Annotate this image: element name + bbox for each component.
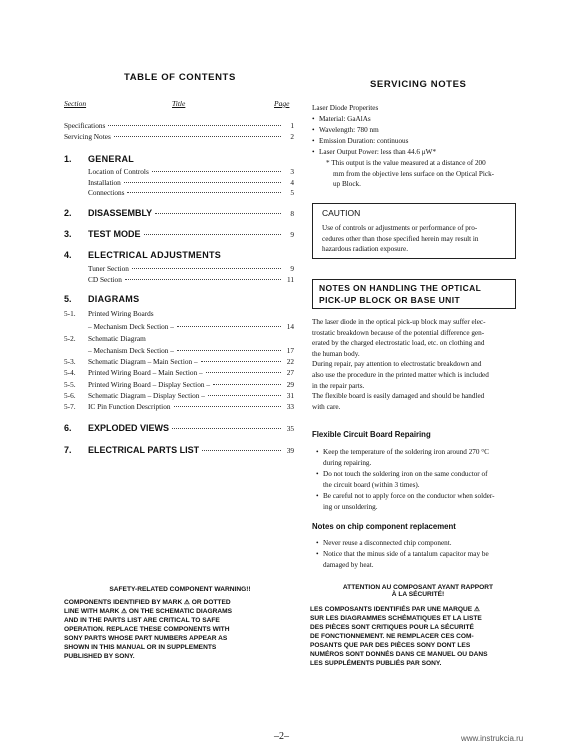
toc-row[interactable]: Printed Wiring Boards bbox=[88, 309, 154, 318]
toc-row[interactable]: Schematic Diagram bbox=[88, 334, 146, 343]
toc-row[interactable]: Schematic Diagram – Display Section – 31 bbox=[88, 391, 294, 400]
website-watermark[interactable]: www.instrukcia.ru bbox=[461, 734, 524, 743]
toc-section-number: 6. bbox=[64, 423, 72, 433]
chip-heading: Notes on chip component replacement bbox=[312, 522, 456, 531]
safety-warning-fr-body: LES COMPOSANTS IDENTIFIÉS PAR UNE MARQUE ⚠ SUR LES DIAGRAMMES SCHÉMATIQUES ET LA LISTE DES PIÈCES SONT CRITIQUES POUR LA SÉCURITÉ DE FONCTIONNEMENT. NE REMPLACER CES COM- POSANTS QUE PAR DES PIÈCES SONY DONT LES NUMÉROS SONT DONNÉS DANS CE MANUEL OU DANS LES SUPPLÉMENTS PUBLIÉS PAR SONY. bbox=[310, 606, 488, 667]
toc-row[interactable]: ELECTRICAL PARTS LIST 39 bbox=[88, 445, 294, 455]
toc-section-number: 4. bbox=[64, 250, 72, 260]
toc-header-page: Page bbox=[274, 99, 290, 108]
toc-subsection-number: 5-6. bbox=[64, 391, 76, 400]
toc-row[interactable]: Printed Wiring Board – Main Section – 27 bbox=[88, 368, 294, 377]
safety-warning-body: COMPONENTS IDENTIFIED BY MARK ⚠ OR DOTTED LINE WITH MARK ⚠ ON THE SCHEMATIC DIAGRAMS AND IN THE PARTS LIST ARE CRITICAL TO SAFE OPERATION. REPLACE THESE COMPONENTS WITH SONY PARTS WHOSE PART NUMBERS APPEAR AS SHOWN IN THIS MANUAL OR IN SUPPLEMENTS PUBLISHED BY SONY. bbox=[64, 599, 233, 660]
toc-subsection-number: 5-2. bbox=[64, 334, 76, 343]
toc-subsection-number: 5-1. bbox=[64, 309, 76, 318]
flex-item: • Do not touch the soldering iron on the same conductor of the circuit board (within 3 times). bbox=[323, 469, 523, 490]
toc-section-heading[interactable]: ELECTRICAL ADJUSTMENTS bbox=[88, 250, 222, 260]
chip-item: • Notice that the minus side of a tantalum capacitor may be damaged by heat. bbox=[323, 549, 523, 570]
toc-row[interactable]: Specifications 1 bbox=[64, 121, 294, 130]
toc-row[interactable]: Schematic Diagram – Main Section – 22 bbox=[88, 357, 294, 366]
toc-section-heading[interactable]: DIAGRAMS bbox=[88, 294, 140, 304]
toc-row[interactable]: CD Section 11 bbox=[88, 275, 294, 284]
caution-body: Use of controls or adjustments or performance of pro- cedures other than those specified herein may result in hazardous radiation exposure. bbox=[322, 224, 479, 254]
toc-row[interactable]: Installation 4 bbox=[88, 178, 294, 187]
notes-handling-body: The laser diode in the optical pick-up block may suffer elec- trostatic breakdown because of the potential difference gen- erated by the charged electrostatic load, etc. on clothing and the human body. During repair, pay attention to electrostatic breakdown and also use the procedure in the printed matter which is included in the repair parts. The flexible board is easily damaged and should be handled with care. bbox=[312, 318, 489, 411]
toc-subsection-number: 5-5. bbox=[64, 380, 76, 389]
toc-section-heading[interactable]: GENERAL bbox=[88, 154, 135, 164]
toc-row[interactable]: Servicing Notes 2 bbox=[64, 132, 294, 141]
toc-row[interactable]: – Mechanism Deck Section – 17 bbox=[88, 346, 294, 355]
toc-row[interactable]: EXPLODED VIEWS 35 bbox=[88, 423, 294, 433]
safety-warning-title: SAFETY-RELATED COMPONENT WARNING!! bbox=[109, 586, 251, 593]
toc-section-number: 2. bbox=[64, 208, 72, 218]
laser-item: • Wavelength: 780 nm bbox=[319, 125, 379, 136]
toc-subsection-number: 5-4. bbox=[64, 368, 76, 377]
laser-item: • Laser Output Power: less than 44.6 μW* bbox=[319, 147, 436, 158]
laser-note: * This output is the value measured at a distance of 200 mm from the objective lens surface on the Optical Pick- up Block. bbox=[326, 159, 495, 189]
notes-handling-box bbox=[312, 279, 516, 309]
flex-item: • Keep the temperature of the soldering iron around 270 °C during repairing. bbox=[323, 447, 523, 468]
toc-section-number: 3. bbox=[64, 229, 72, 239]
flex-board-heading: Flexible Circuit Board Repairing bbox=[312, 430, 431, 439]
toc-row[interactable]: Location of Controls 3 bbox=[88, 167, 294, 176]
toc-row[interactable]: Printed Wiring Board – Display Section – 29 bbox=[88, 380, 294, 389]
toc-header-title: Title bbox=[172, 99, 186, 108]
toc-row[interactable]: Tuner Section 9 bbox=[88, 264, 294, 273]
page-number: –2– bbox=[274, 731, 289, 742]
flex-item: • Be careful not to apply force on the conductor when solder- ing or unsoldering. bbox=[323, 491, 523, 512]
toc-subsection-number: 5-7. bbox=[64, 402, 76, 411]
servicing-title: SERVICING NOTES bbox=[370, 79, 467, 90]
laser-heading: Laser Diode Properites bbox=[312, 104, 379, 112]
notes-handling-title: NOTES ON HANDLING THE OPTICAL PICK-UP BLOCK OR BASE UNIT bbox=[319, 283, 482, 305]
toc-row[interactable]: – Mechanism Deck Section – 14 bbox=[88, 322, 294, 331]
laser-item: • Emission Duration: continuous bbox=[319, 136, 408, 147]
toc-section-number: 5. bbox=[64, 294, 72, 304]
toc-row[interactable]: Connections 5 bbox=[88, 188, 294, 197]
safety-warning-fr-title: ATTENTION AU COMPOSANT AYANT RAPPORT À LA SÉCURITÉ! bbox=[342, 584, 494, 598]
toc-row[interactable]: IC Pin Function Description 33 bbox=[88, 402, 294, 411]
laser-item: • Material: GaAlAs bbox=[319, 114, 371, 125]
toc-section-number: 7. bbox=[64, 445, 72, 455]
caution-box bbox=[312, 203, 516, 259]
toc-row[interactable]: TEST MODE 9 bbox=[88, 229, 294, 239]
toc-section-number: 1. bbox=[64, 154, 72, 164]
toc-title: TABLE OF CONTENTS bbox=[124, 72, 236, 83]
toc-subsection-number: 5-3. bbox=[64, 357, 76, 366]
chip-item: • Never reuse a disconnected chip component. bbox=[323, 538, 523, 549]
caution-title: CAUTION bbox=[322, 208, 361, 218]
toc-row[interactable]: DISASSEMBLY 8 bbox=[88, 208, 294, 218]
toc-header-section: Section bbox=[64, 99, 87, 108]
